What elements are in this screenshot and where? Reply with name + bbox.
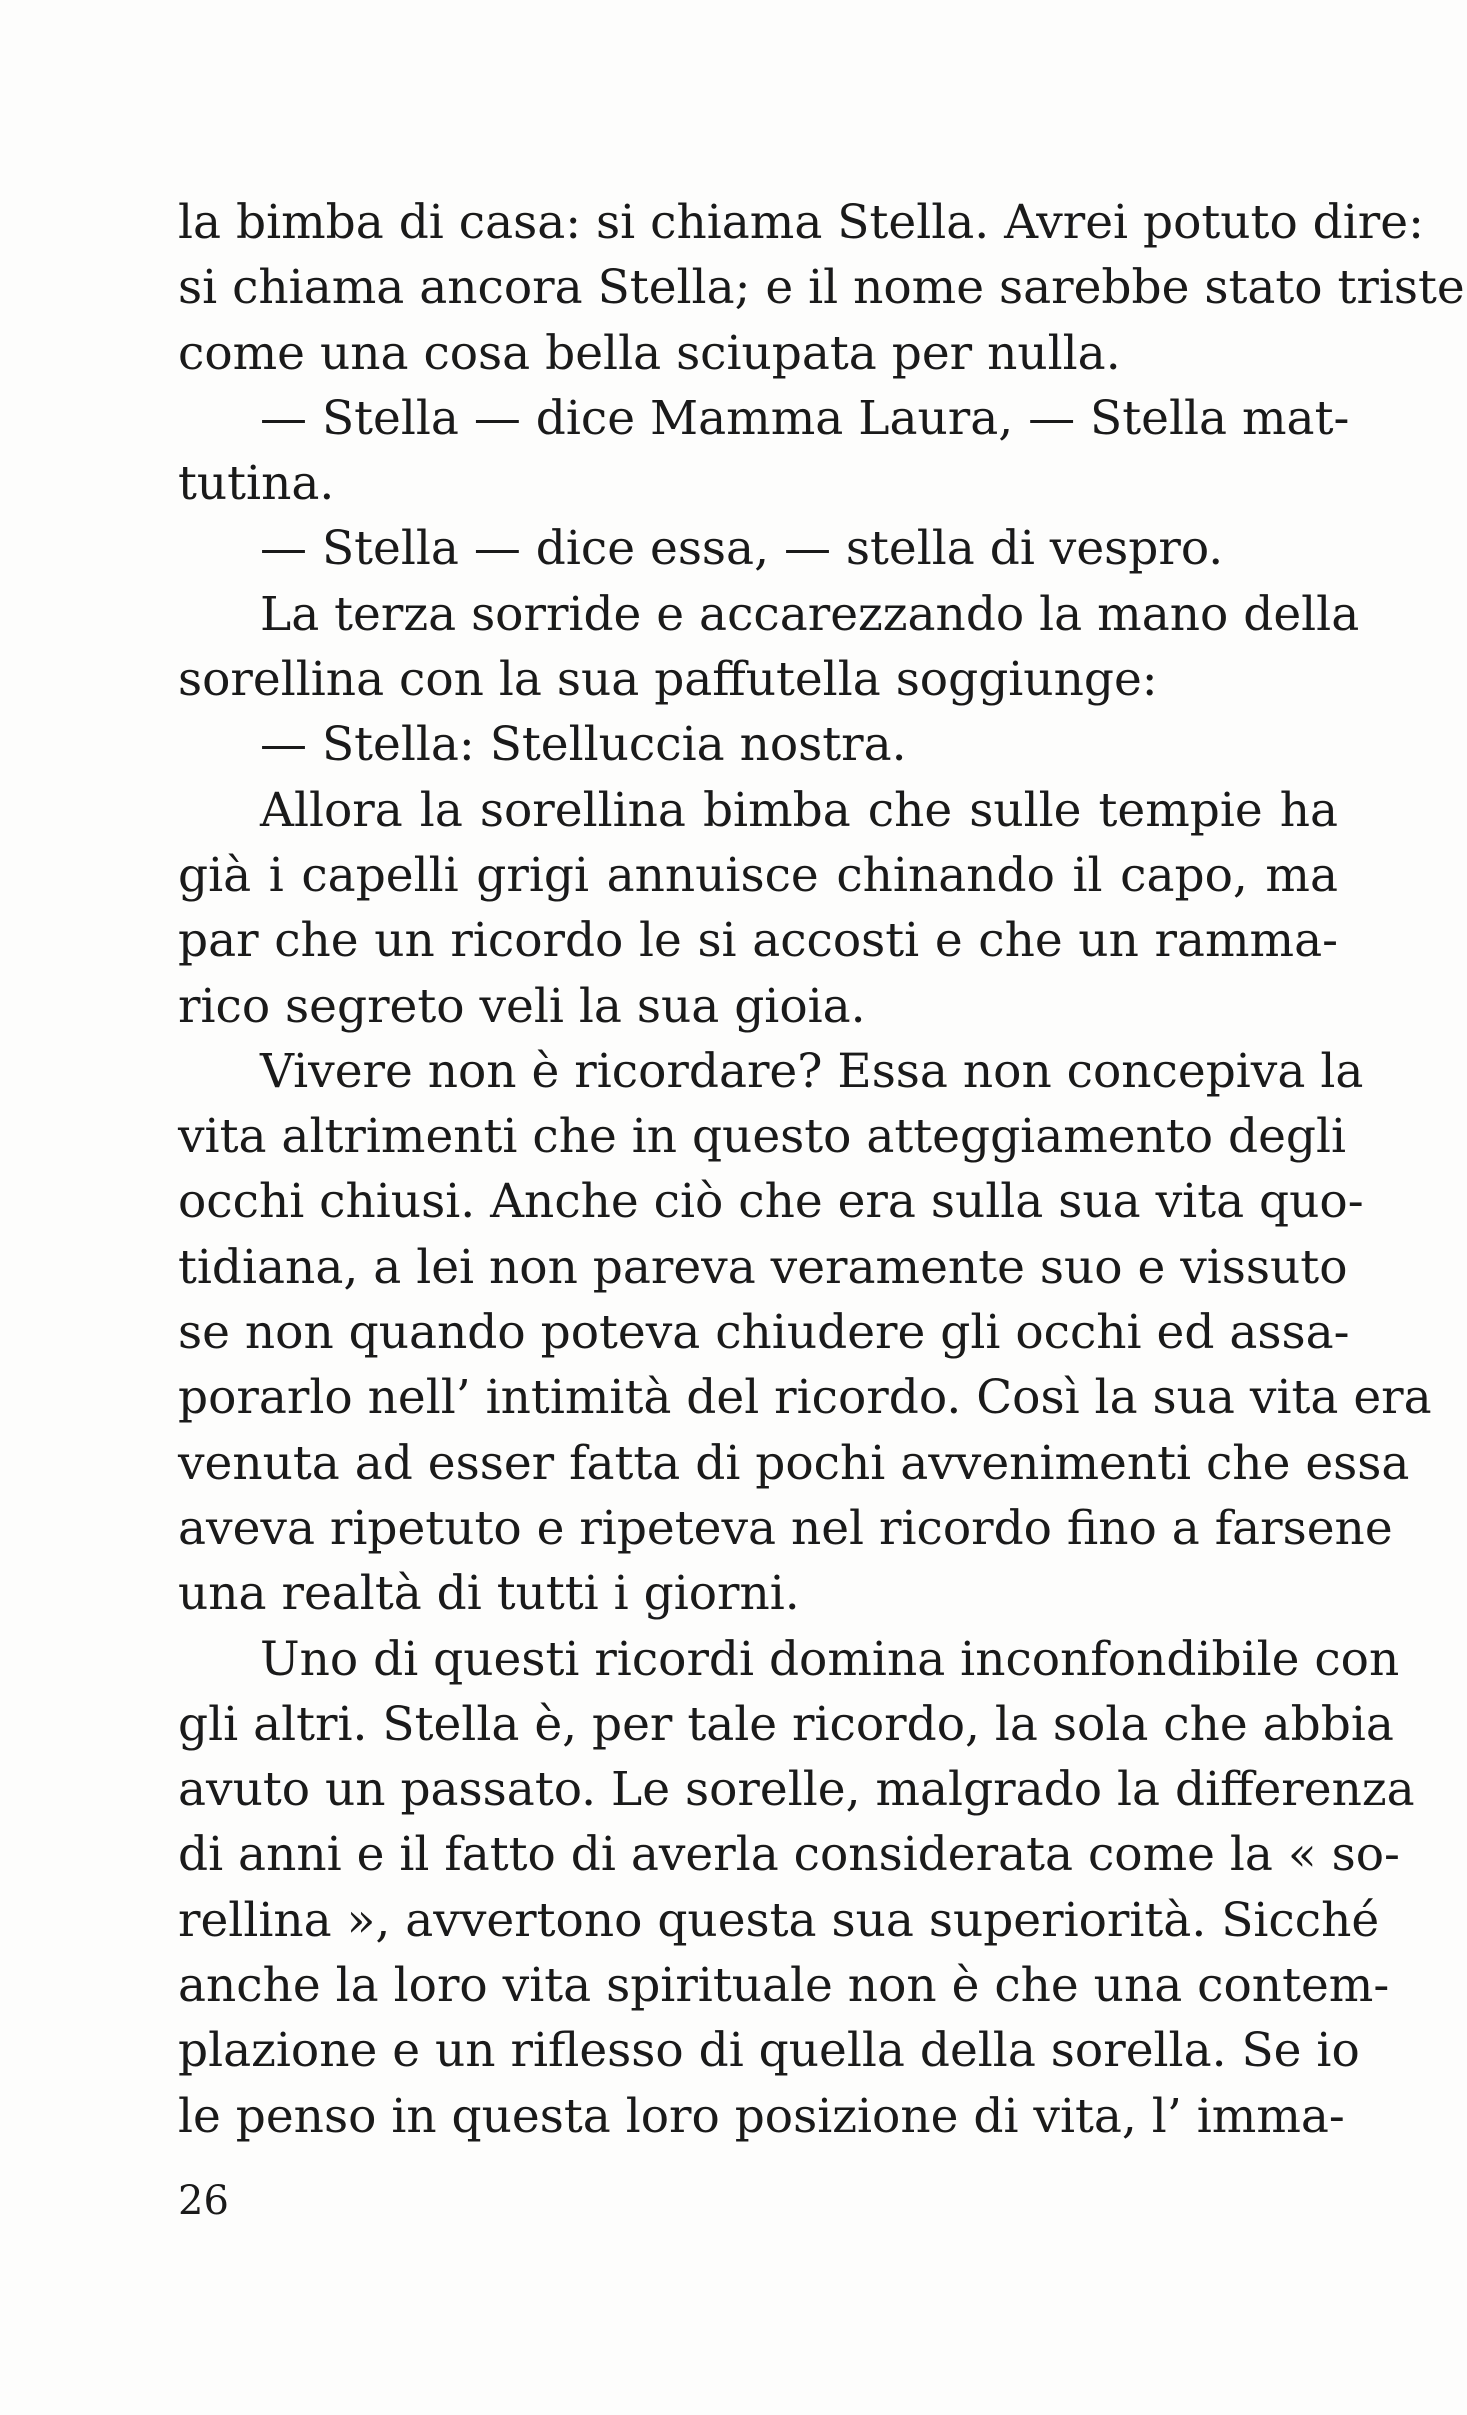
text-line: le penso in questa loro posizione di vita, l’ imma- bbox=[178, 2088, 1345, 2144]
text-line: come una cosa bella sciupata per nulla. bbox=[178, 325, 1121, 381]
text-line: rico segreto veli la sua gioia. bbox=[178, 978, 866, 1034]
text-line: di anni e il fatto di averla considerata come la « so- bbox=[178, 1827, 1400, 1883]
text-line: — Stella — dice essa, — stella di vespro. bbox=[260, 521, 1224, 577]
text-line: una realtà di tutti i giorni. bbox=[178, 1566, 800, 1622]
text-line: anche la loro vita spirituale non è che una contem- bbox=[178, 1958, 1390, 2014]
text-line: già i capelli grigi annuisce chinando il capo, ma bbox=[178, 847, 1338, 903]
text-line: Allora la sorellina bimba che sulle tempie ha bbox=[260, 782, 1338, 838]
text-line: gli altri. Stella è, per tale ricordo, la sola che abbia bbox=[178, 1696, 1394, 1752]
body-text bbox=[178, 190, 1465, 2149]
text-line: rellina », avvertono questa sua superiorità. Sicché bbox=[178, 1892, 1380, 1948]
text-line: tidiana, a lei non pareva veramente suo e vissuto bbox=[178, 1239, 1348, 1295]
text-line: vita altrimenti che in questo atteggiamento degli bbox=[178, 1109, 1347, 1165]
text-line: occhi chiusi. Anche ciò che era sulla sua vita quo- bbox=[178, 1174, 1364, 1230]
text-line: se non quando poteva chiudere gli occhi ed assa- bbox=[178, 1305, 1350, 1361]
text-line: — Stella — dice Mamma Laura, — Stella mat- bbox=[260, 390, 1350, 446]
text-line: par che un ricordo le si accosti e che un rammа- bbox=[178, 913, 1338, 969]
text-line: aveva ripetuto e ripeteva nel ricordo fino a farsene bbox=[178, 1500, 1393, 1556]
text-line: Vivere non è ricordare? Essa non concepiva la bbox=[260, 1043, 1364, 1099]
page-number: 26 bbox=[178, 2178, 229, 2224]
text-line: — Stella: Stelluccia nostra. bbox=[260, 717, 907, 773]
text-line: sorellina con la sua paffutella soggiunge: bbox=[178, 652, 1158, 708]
text-line: La terza sorride e accarezzando la mano della bbox=[260, 586, 1360, 642]
text-line: venuta ad esser fatta di pochi avvenimenti che essa bbox=[178, 1435, 1410, 1491]
text-line: la bimba di casa: si chiama Stella. Avrei potuto dire: bbox=[178, 195, 1424, 250]
text-line: plazione e un riflesso di quella della sorella. Se io bbox=[178, 2023, 1360, 2079]
text-line: avuto un passato. Le sorelle, malgrado la differenza bbox=[178, 1762, 1415, 1818]
text-line: tutina. bbox=[178, 456, 335, 512]
text-line: si chiama ancora Stella; e il nome sarebbe stato triste bbox=[178, 260, 1465, 316]
text-line: porarlo nell’ intimità del ricordo. Così la sua vita era bbox=[178, 1370, 1432, 1426]
text-line: Uno di questi ricordi domina inconfondibile con bbox=[260, 1631, 1400, 1687]
